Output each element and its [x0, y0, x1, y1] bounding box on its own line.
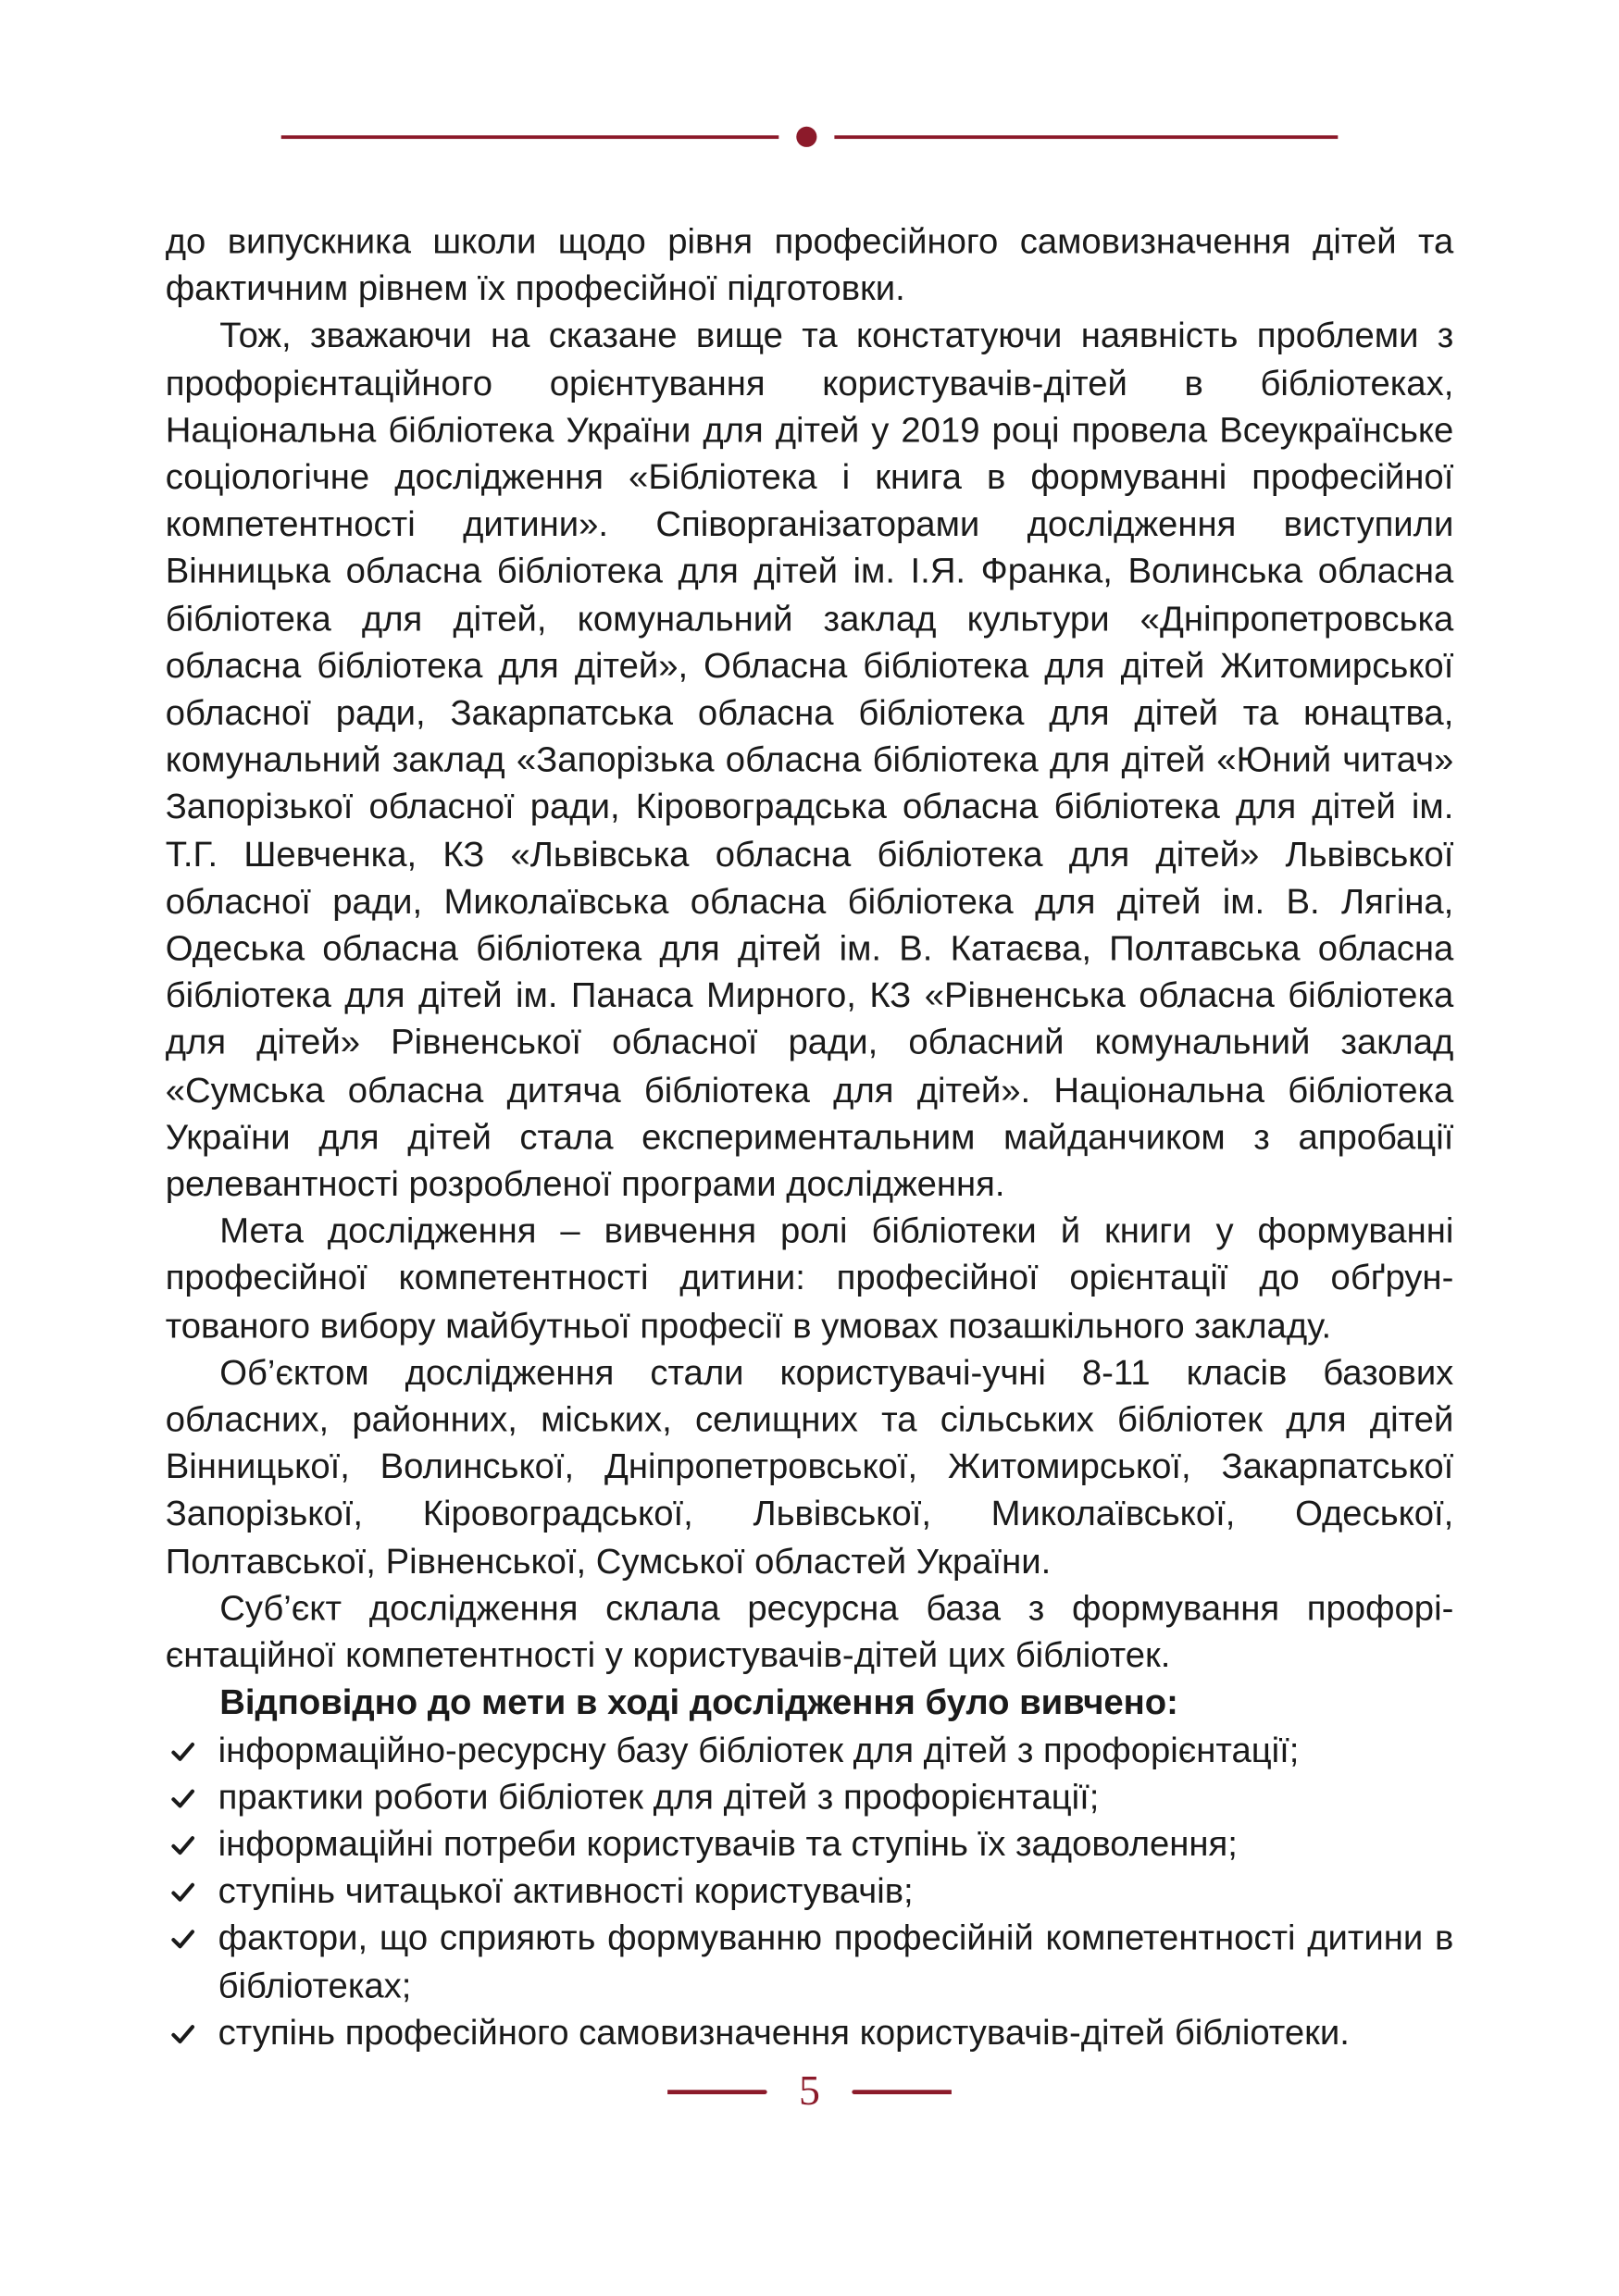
paragraph-survey-organizers: Тож, зважаючи на сказане вище та констатуючи наявність проблеми з профорієнтаційного орієнтування користувачів-дітей в бібліотеках, Національна бібліотека України для дітей у 2019 році провела Всеукраїнське соціологічне дослідження «Бібліотека і книга в формуванні професійної компетентності дитини». Співорганізаторами дослідження виступили Вінницька обласна бібліотека для дітей ім. І.Я. Франка, Волинська обласна бібліотека для дітей, комунальний заклад культури «Дніпропетровська обласна бібліотека для дітей», Обласна бібліотека для дітей Житомирської обласної ради, Закарпатська обласна бібліотека для дітей та юнацтва, комунальний заклад «Запорізька обласна бібліотека для дітей «Юний читач» Запорізької обласної ради, Кіровоградська обласна бібліотека для дітей ім. Т.Г. Шевченка, КЗ «Львівська обласна бібліотека для дітей» Львівської обласної ради, Миколаївська обласна бібліотека для дітей ім. В. Лягіна, Одеська обласна бібліотека для дітей ім. В. Катаєва, Полтавська обласна бібліотека для дітей ім. Панаса Мирного, КЗ «Рівненська обласна бібліотека для дітей» Рівненської обласної ради, обласний комунальний заклад «Сумська обласна дитяча бібліотека для дітей». Національна бібліотека України для дітей стала експериментальним майданчиком з апробації релевантності розробленої програми дослідження.	[165, 316, 1454, 1205]
list-item-text: ступінь професійного самовизначення користувачів-дітей бібліотеки.	[218, 2013, 1350, 2054]
list-item-text: ступінь читацької активності користувачів;	[218, 1871, 914, 1912]
header-ornament	[281, 123, 1339, 153]
list-item	[166, 1869, 1454, 1917]
checkmark-icon	[171, 1741, 194, 1761]
list-item-text: фактори, що сприяють формуванню професійній компетентності дитини в бібліотеках;	[218, 1918, 1454, 2006]
list-item-text: інформаційно-ресурсну базу бібліотек для дітей з профорієнтації;	[218, 1731, 1300, 1770]
paragraph-research-subject: Суб’єкт дослідження склала ресурсна база з формування профорієнтаційної компетентності у користувачів-дітей цих бібліотек.	[165, 1589, 1454, 1676]
checkmark-icon	[171, 1835, 194, 1855]
list-item-text: практики роботи бібліотек для дітей з профорієнтації;	[218, 1777, 1100, 1818]
paragraph-research-object: Об’єктом дослідження стали користувачі-учні 8-11 класів базових обласних, районних, міських, селищних та сільських бібліотек для дітей Вінницької, Волинської, Дніпропетровської, Житомирської, Закарпатської Запорізької, Кіровоградської, Львівської, Миколаївської, Одеської, Полтавської, Рівненської, Сумської областей України.	[165, 1353, 1454, 1582]
list-item	[166, 1822, 1454, 1869]
checkmark-icon	[171, 1788, 194, 1808]
checklist-heading: Відповідно до мети в ході дослідження було вивчено:	[219, 1683, 1178, 1723]
divider-dot-icon	[281, 123, 1339, 153]
paragraph-research-goal: Мета дослідження – вивчення ролі бібліотеки й книги у формуванні професійної компетентності дитини: професійної орієнтації до обґрунтованого вибору майбутньої професії в умовах позашкільного закладу.	[165, 1211, 1454, 1347]
list-item-text: інформаційні потреби користувачів та ступінь їх задоволення;	[218, 1824, 1238, 1865]
list-item	[166, 1728, 1454, 1775]
studied-items-list	[166, 1728, 1454, 2057]
checkmark-icon	[171, 2024, 194, 2044]
page-body	[166, 219, 1454, 2057]
footer-rule-right	[852, 2090, 952, 2094]
footer-rule-left	[667, 2090, 767, 2094]
page-number: 5	[799, 2067, 820, 2116]
list-item	[166, 1775, 1454, 1822]
checkmark-icon	[171, 1882, 194, 1903]
paragraph-continuation: до випускника школи щодо рівня професійного самовизначення дітей та фактичним рівнем їх професійної підготовки.	[165, 222, 1454, 309]
page-footer	[0, 2059, 1619, 2124]
list-item	[166, 1917, 1454, 2011]
checkmark-icon	[171, 1930, 194, 1950]
list-item	[166, 2010, 1454, 2057]
